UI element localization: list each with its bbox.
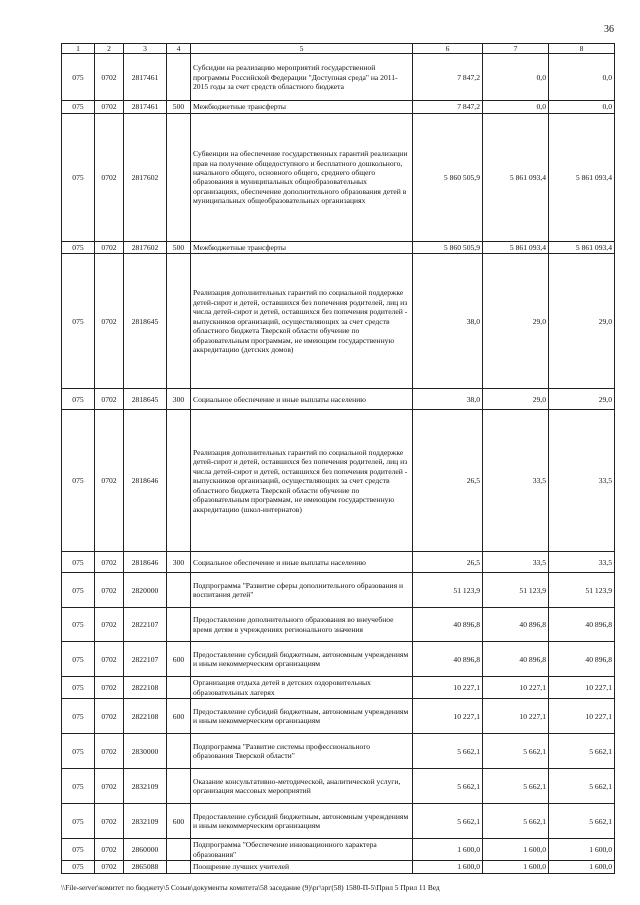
table-row [62,608,615,642]
amount-cell: 5 860 505,9 [413,113,483,241]
target-article-cell: 2818645 [124,389,167,410]
amount-cell: 26,5 [413,552,483,573]
expense-type-cell: 300 [167,552,191,573]
section-cell: 0702 [95,241,124,253]
amount-cell: 33,5 [549,552,615,573]
description-cell: Реализация дополнительных гарантий по социальной поддержке детей-сирот и детей, оставшихся без попечения родителей, лиц из числа детей-сирот и детей, оставшихся без попечения родителей - выпускников организаций, осуществляющих за счет средств областного бюджета Тверской области обучение по образовательным программам, не имеющим государственную аккредитацию (детских домов) [191,254,413,389]
amount-cell: 5 662,1 [483,769,549,804]
target-article-cell: 2818646 [124,552,167,573]
section-cell: 0702 [95,769,124,804]
code-cell: 075 [62,734,95,769]
column-header-5: 5 [191,44,413,54]
amount-cell: 5 662,1 [549,769,615,804]
section-cell: 0702 [95,254,124,389]
column-header-2: 2 [95,44,124,54]
amount-cell: 33,5 [483,552,549,573]
amount-cell: 7 847,2 [413,101,483,113]
expense-type-cell [167,839,191,861]
amount-cell: 5 662,1 [413,804,483,839]
section-cell: 0702 [95,552,124,573]
amount-cell: 10 227,1 [549,677,615,699]
description-cell: Социальное обеспечение и иные выплаты населению [191,389,413,410]
target-article-cell: 2818645 [124,254,167,389]
section-cell: 0702 [95,54,124,101]
code-cell: 075 [62,839,95,861]
amount-cell: 5 861 093,4 [483,113,549,241]
amount-cell: 40 896,8 [549,642,615,677]
description-cell: Субсидии на реализацию мероприятий государственной программы Российской Федерации "Доступная среда" на 2011-2015 годы за счет средств областного бюджета [191,54,413,101]
table-row [62,573,615,608]
section-cell: 0702 [95,839,124,861]
amount-cell: 29,0 [483,254,549,389]
expense-type-cell [167,54,191,101]
section-cell: 0702 [95,804,124,839]
amount-cell: 40 896,8 [413,608,483,642]
table-body [62,54,615,873]
expense-type-cell [167,410,191,552]
description-cell: Поощрение лучших учителей [191,861,413,873]
amount-cell: 1 600,0 [413,839,483,861]
expense-type-cell: 600 [167,699,191,734]
description-cell: Предоставление дополнительного образования во внеучебное время детям в учреждениях регионального значения [191,608,413,642]
amount-cell: 5 662,1 [483,804,549,839]
table-row [62,699,615,734]
code-cell: 075 [62,113,95,241]
expense-type-cell: 500 [167,101,191,113]
table-row [62,389,615,410]
file-path-footer: \\File-server\комитет по бюджету\5 Созыв\документы комитета\58 заседание (9)\рг\зрг(58) 1580-П-5\Прил 5 Прил 11 Вед [61,883,440,892]
target-article-cell: 2820000 [124,573,167,608]
code-cell: 075 [62,804,95,839]
table-row [62,839,615,861]
amount-cell: 5 662,1 [413,734,483,769]
table-row [62,769,615,804]
section-cell: 0702 [95,861,124,873]
target-article-cell: 2822108 [124,677,167,699]
amount-cell: 0,0 [483,101,549,113]
section-cell: 0702 [95,699,124,734]
description-cell: Социальное обеспечение и иные выплаты населению [191,552,413,573]
code-cell: 075 [62,389,95,410]
amount-cell: 5 860 505,9 [413,241,483,253]
code-cell: 075 [62,54,95,101]
amount-cell: 33,5 [549,410,615,552]
description-cell: Организация отдыха детей в детских оздоровительных образовательных лагерях [191,677,413,699]
amount-cell: 1 600,0 [549,861,615,873]
target-article-cell: 2817461 [124,101,167,113]
table-row [62,552,615,573]
code-cell: 075 [62,410,95,552]
budget-table [61,43,615,874]
target-article-cell: 2817602 [124,241,167,253]
section-cell: 0702 [95,113,124,241]
amount-cell: 10 227,1 [483,677,549,699]
expense-type-cell [167,734,191,769]
table-row [62,677,615,699]
table-row [62,410,615,552]
amount-cell: 5 861 093,4 [483,241,549,253]
expense-type-cell [167,254,191,389]
expense-type-cell: 600 [167,642,191,677]
code-cell: 075 [62,573,95,608]
amount-cell: 5 662,1 [413,769,483,804]
code-cell: 075 [62,677,95,699]
column-header-7: 7 [483,44,549,54]
amount-cell: 51 123,9 [483,573,549,608]
amount-cell: 5 662,1 [483,734,549,769]
table-row [62,54,615,101]
expense-type-cell [167,769,191,804]
target-article-cell: 2832109 [124,804,167,839]
table-row [62,734,615,769]
column-header-8: 8 [549,44,615,54]
amount-cell: 5 662,1 [549,734,615,769]
description-cell: Межбюджетные трансферты [191,101,413,113]
target-article-cell: 2817602 [124,113,167,241]
target-article-cell: 2830000 [124,734,167,769]
amount-cell: 26,5 [413,410,483,552]
amount-cell: 10 227,1 [483,699,549,734]
description-cell: Подпрограмма "Развитие системы профессионального образования Тверской области" [191,734,413,769]
description-cell: Подпрограмма "Развитие сферы дополнительного образования и воспитания детей" [191,573,413,608]
section-cell: 0702 [95,608,124,642]
amount-cell: 29,0 [483,389,549,410]
table-row [62,101,615,113]
target-article-cell: 2817461 [124,54,167,101]
amount-cell: 40 896,8 [413,642,483,677]
description-cell: Предоставление субсидий бюджетным, автономным учреждениям и иным некоммерческим организациям [191,642,413,677]
target-article-cell: 2822107 [124,642,167,677]
description-cell: Предоставление субсидий бюджетным, автономным учреждениям и иным некоммерческим организациям [191,699,413,734]
expense-type-cell [167,573,191,608]
expense-type-cell: 300 [167,389,191,410]
target-article-cell: 2822108 [124,699,167,734]
description-cell: Межбюджетные трансферты [191,241,413,253]
amount-cell: 5 861 093,4 [549,241,615,253]
amount-cell: 1 600,0 [483,839,549,861]
code-cell: 075 [62,699,95,734]
section-cell: 0702 [95,389,124,410]
section-cell: 0702 [95,101,124,113]
target-article-cell: 2865088 [124,861,167,873]
target-article-cell: 2860000 [124,839,167,861]
code-cell: 075 [62,642,95,677]
description-cell: Субвенции на обеспечение государственных гарантий реализации прав на получение общедоступного и бесплатного дошкольного, начального общего, основного общего, среднего общего образования в муниципальных общеобразовательных организациях, обеспечение дополнительного образования детей в муниципальных общеобразовательных организациях [191,113,413,241]
description-cell: Предоставление субсидий бюджетным, автономным учреждениям и иным некоммерческим организациям [191,804,413,839]
section-cell: 0702 [95,642,124,677]
amount-cell: 51 123,9 [549,573,615,608]
table-row [62,861,615,873]
amount-cell: 1 600,0 [413,861,483,873]
amount-cell: 5 861 093,4 [549,113,615,241]
amount-cell: 38,0 [413,254,483,389]
code-cell: 075 [62,861,95,873]
section-cell: 0702 [95,573,124,608]
amount-cell: 0,0 [549,54,615,101]
table-row [62,254,615,389]
section-cell: 0702 [95,677,124,699]
amount-cell: 29,0 [549,389,615,410]
amount-cell: 5 662,1 [549,804,615,839]
amount-cell: 1 600,0 [549,839,615,861]
amount-cell: 10 227,1 [549,699,615,734]
code-cell: 075 [62,241,95,253]
table-row [62,241,615,253]
amount-cell: 40 896,8 [549,608,615,642]
amount-cell: 33,5 [483,410,549,552]
description-cell: Подпрограмма "Обеспечение инновационного характера образования" [191,839,413,861]
code-cell: 075 [62,608,95,642]
amount-cell: 10 227,1 [413,677,483,699]
table-row [62,642,615,677]
code-cell: 075 [62,552,95,573]
expense-type-cell: 600 [167,804,191,839]
code-cell: 075 [62,769,95,804]
section-cell: 0702 [95,734,124,769]
column-header-1: 1 [62,44,95,54]
amount-cell: 0,0 [549,101,615,113]
description-cell: Оказание консультативно-методической, аналитической услуги, организация массовых мероприятий [191,769,413,804]
amount-cell: 40 896,8 [483,642,549,677]
amount-cell: 10 227,1 [413,699,483,734]
amount-cell: 7 847,2 [413,54,483,101]
expense-type-cell [167,861,191,873]
page-number: 36 [604,24,614,35]
column-header-3: 3 [124,44,167,54]
expense-type-cell [167,113,191,241]
amount-cell: 38,0 [413,389,483,410]
amount-cell: 40 896,8 [483,608,549,642]
table-row [62,804,615,839]
amount-cell: 29,0 [549,254,615,389]
column-header-6: 6 [413,44,483,54]
target-article-cell: 2818646 [124,410,167,552]
target-article-cell: 2822107 [124,608,167,642]
section-cell: 0702 [95,410,124,552]
amount-cell: 0,0 [483,54,549,101]
amount-cell: 51 123,9 [413,573,483,608]
code-cell: 075 [62,254,95,389]
expense-type-cell [167,608,191,642]
expense-type-cell: 500 [167,241,191,253]
target-article-cell: 2832109 [124,769,167,804]
table-header [62,44,615,54]
code-cell: 075 [62,101,95,113]
description-cell: Реализация дополнительных гарантий по социальной поддержке детей-сирот и детей, оставшихся без попечения родителей, лиц из числа детей-сирот и детей, оставшихся без попечения родителей - выпускников организаций, осуществляющих за счет средств областного бюджета Тверской области обучение по образовательным программам, не имеющим государственную аккредитацию (школ-интернатов) [191,410,413,552]
table-row [62,113,615,241]
amount-cell: 1 600,0 [483,861,549,873]
expense-type-cell [167,677,191,699]
column-header-4: 4 [167,44,191,54]
